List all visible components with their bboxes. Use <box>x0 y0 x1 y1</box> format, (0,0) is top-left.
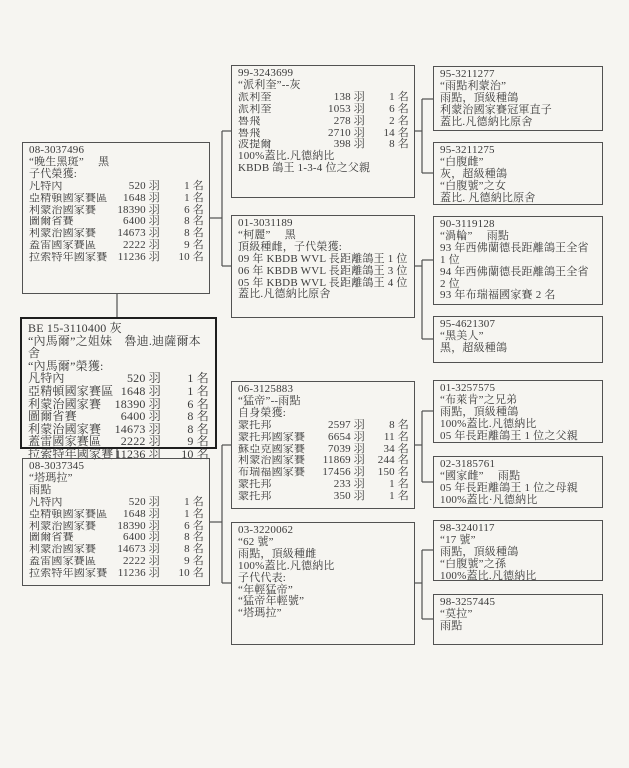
race-rank: 1 名 <box>184 191 204 204</box>
race-rank: 14 名 <box>383 126 409 139</box>
pedigree-box-dam-sire-sire <box>433 380 603 443</box>
box-content <box>440 395 597 443</box>
pedigree-line: 100%蓋比·凡德納比 <box>440 493 538 506</box>
box-content <box>440 157 597 205</box>
race-birds: 2597 羽 <box>328 418 365 431</box>
race-birds: 11236 羽 <box>117 251 160 264</box>
box-content <box>238 537 409 620</box>
race-rank: 10 名 <box>181 446 209 461</box>
race-rank: 1 名 <box>184 507 204 520</box>
pedigree-line: 雨點，頂級種鴿 <box>440 91 519 104</box>
race-result-row <box>238 432 409 444</box>
ring-number: 95-3211277 <box>440 68 495 80</box>
ring-number: 90-3119128 <box>440 218 495 230</box>
race-result-row <box>28 410 209 423</box>
pedigree-line: 自身榮獲: <box>238 406 287 419</box>
race-rank: 9 名 <box>184 555 204 568</box>
race-result-row <box>238 116 409 128</box>
race-result-row <box>238 92 409 104</box>
race-birds: 11236 羽 <box>115 446 161 461</box>
box-content <box>29 473 204 580</box>
race-name: 拉索特年國家賽 <box>28 447 114 461</box>
pedigree-box-dam-dam-dam <box>433 594 603 645</box>
race-birds: 6654 羽 <box>328 430 365 443</box>
pedigree-line: 93 年布瑞福國家賽 2 名 <box>440 289 556 302</box>
ring-number: 06-3125883 <box>238 383 294 395</box>
race-name: 布瑞福國家賽 <box>238 467 306 479</box>
race-name: 利蒙治國家賽 <box>29 204 97 216</box>
pedigree-box-dam-dam <box>231 522 415 645</box>
race-birds: 278 羽 <box>333 114 365 127</box>
race-rank: 9 名 <box>184 239 204 252</box>
race-rank: 1 名 <box>389 490 409 503</box>
race-birds: 18390 羽 <box>117 519 160 532</box>
race-result-row <box>29 193 204 205</box>
ring-number: 02-3185761 <box>440 458 496 470</box>
pedigree-line: “白腹號”之孫 <box>440 557 507 570</box>
pedigree-line: “白腹號”之女 <box>440 179 507 192</box>
race-result-row <box>29 521 204 533</box>
race-birds: 1648 羽 <box>120 383 161 398</box>
ring-number: 01-3257575 <box>440 382 496 394</box>
race-birds: 14673 羽 <box>117 227 160 240</box>
pedigree-line: “年輕猛帝” <box>238 583 293 596</box>
box-content <box>238 80 409 175</box>
race-result-row <box>29 509 204 521</box>
box-content <box>238 230 409 301</box>
race-birds: 6400 羽 <box>123 215 160 228</box>
race-name: 圖爾省賽 <box>28 410 77 423</box>
race-name: 魯飛 <box>238 127 261 139</box>
race-name: 拉索特年國家賽 <box>29 252 108 264</box>
pedigree-line: “62 號” <box>238 535 274 548</box>
box-content <box>440 535 597 583</box>
pedigree-line: “塔瑪拉” <box>29 471 73 484</box>
race-name: 利蒙治國家賽 <box>29 544 97 556</box>
race-rank: 2 名 <box>389 114 409 127</box>
race-birds: 11869 羽 <box>322 454 365 467</box>
race-birds: 2222 羽 <box>123 555 160 568</box>
pedigree-line: “塔瑪拉” <box>238 607 282 620</box>
box-content <box>28 335 209 461</box>
race-rank: 1 名 <box>389 90 409 103</box>
race-birds: 1053 羽 <box>328 102 365 115</box>
race-rank: 8 名 <box>184 531 204 544</box>
race-birds: 2222 羽 <box>120 434 161 449</box>
race-rank: 10 名 <box>178 251 204 264</box>
race-name: 派利奎 <box>238 91 272 103</box>
ring-number: 95-3211275 <box>440 144 495 156</box>
race-birds: 138 羽 <box>333 90 365 103</box>
box-content <box>440 471 597 507</box>
race-result-row <box>238 104 409 116</box>
pedigree-line: 蓋比.凡德納比原舍 <box>238 288 331 301</box>
race-result-row <box>238 479 409 491</box>
race-name: 利蒙治國家賽 <box>28 397 102 411</box>
race-result-row <box>29 181 204 193</box>
race-birds: 14673 羽 <box>117 543 160 556</box>
race-name: 蘇亞克國家賽 <box>238 443 306 455</box>
race-name: 凡特內 <box>29 180 63 192</box>
race-birds: 17456 羽 <box>322 466 365 479</box>
pedigree-line: 雨點，頂級種鴿 <box>440 405 519 418</box>
box-content <box>440 331 597 355</box>
race-name: 蓋雷國家賽區 <box>29 556 97 568</box>
pedigree-line: 06 年 KBDB WVL 長距離鴿王 3 位 <box>238 264 408 277</box>
race-rank: 1 名 <box>187 383 209 398</box>
race-birds: 1648 羽 <box>123 191 160 204</box>
pedigree-line: 09 年 KBDB WVL 長距離鴿王 1 位 <box>238 252 408 265</box>
pedigree-line: “莫拉” <box>440 607 473 620</box>
race-name: 蒙托邦 <box>238 419 272 431</box>
race-name: 亞精頓國家賽區 <box>29 508 108 520</box>
pedigree-line: 雨點 <box>440 619 463 632</box>
race-rank: 244 名 <box>377 454 409 467</box>
box-content <box>440 81 597 129</box>
race-rank: 8 名 <box>389 418 409 431</box>
pedigree-line: 蓋比.凡德納比原舍 <box>440 115 533 128</box>
race-birds: 11236 羽 <box>117 567 160 580</box>
box-content <box>440 231 597 302</box>
pedigree-line: “渦輪” 雨點 <box>440 229 510 242</box>
ring-number: 08-3037496 <box>29 144 85 156</box>
pedigree-line: 100%蓋比.凡德納比 <box>440 569 537 582</box>
race-rank: 8 名 <box>184 215 204 228</box>
race-name: 利蒙治國家賽 <box>29 520 97 532</box>
race-name: 魯飛 <box>238 115 261 127</box>
race-rank: 1 名 <box>184 179 204 192</box>
race-rank: 10 名 <box>178 567 204 580</box>
race-birds: 7039 羽 <box>328 442 365 455</box>
race-rank: 11 名 <box>383 430 409 443</box>
race-birds: 14673 羽 <box>114 421 161 436</box>
pedigree-box-sire-sire-dam <box>433 142 603 205</box>
race-result-row <box>28 372 209 385</box>
ring-number: 95-4621307 <box>440 318 496 330</box>
pedigree-line: KBDB 鴿王 1-3-4 位之父親 <box>238 162 371 175</box>
race-name: 蒙托邦 <box>238 491 272 503</box>
race-birds: 233 羽 <box>333 478 365 491</box>
pedigree-line: “柯麗” 黑 <box>238 228 296 241</box>
race-result-row <box>28 423 209 436</box>
ring-number: 08-3037345 <box>29 460 85 472</box>
ring-number: 01-3031189 <box>238 217 293 229</box>
pedigree-box-sire-dam-sire <box>433 216 603 305</box>
race-result-row <box>29 497 204 509</box>
race-name: 派利奎 <box>238 103 272 115</box>
ring-number: BE 15-3110400 灰 <box>28 321 122 335</box>
race-birds: 6400 羽 <box>120 409 161 424</box>
race-birds: 520 羽 <box>128 495 160 508</box>
pedigree-line: 100%蓋比.凡德納比 <box>238 559 335 572</box>
pedigree-line: “布萊肯”之兄弟 <box>440 393 518 406</box>
pedigree-line: 頂級種雌，子代榮獲: <box>238 240 343 253</box>
box-content <box>440 609 597 633</box>
pedigree-box-sire-dam-dam <box>433 316 603 363</box>
pedigree-line: “晚生黑斑” 黑 <box>29 155 110 168</box>
race-name: 波提爾 <box>238 139 272 151</box>
race-rank: 6 名 <box>184 519 204 532</box>
pedigree-line: 蓋比. 凡德納比原舍 <box>440 191 536 204</box>
race-name: 利蒙治國家賽 <box>29 228 97 240</box>
race-rank: 6 名 <box>187 396 209 411</box>
race-rank: 1 名 <box>184 495 204 508</box>
pedigree-box-dam <box>22 458 210 586</box>
pedigree-line: 93 年西佛蘭德長距離鴿王全省 1 位 <box>440 241 589 266</box>
pedigree-box-dam-sire <box>231 381 415 509</box>
race-birds: 1648 羽 <box>123 507 160 520</box>
race-rank: 8 名 <box>389 138 409 151</box>
race-birds: 6400 羽 <box>123 531 160 544</box>
pedigree-box-subject <box>20 317 217 461</box>
race-birds: 18390 羽 <box>114 396 161 411</box>
pedigree-line: 05 年 KBDB WVL 長距離鴿王 4 位 <box>238 276 408 289</box>
ring-number: 99-3243699 <box>238 67 294 79</box>
pedigree-line: “內馬爾”榮獲: <box>28 358 104 373</box>
ring-number: 98-3240117 <box>440 522 495 534</box>
race-birds: 18390 羽 <box>117 203 160 216</box>
race-birds: 350 羽 <box>333 490 365 503</box>
race-birds: 2222 羽 <box>123 239 160 252</box>
race-name: 蒙托邦 <box>238 479 272 491</box>
race-rank: 6 名 <box>184 203 204 216</box>
pedigree-line: “內馬爾”之姐妹 魯迪.迪薩爾本舍 <box>28 333 201 361</box>
pedigree-line: 05 年長距離鴿王 1 位之父親 <box>440 429 578 442</box>
race-result-row <box>29 205 204 217</box>
pedigree-line: 94 年西佛蘭德長距離鴿王全省 2 位 <box>440 265 589 290</box>
pedigree-box-sire <box>22 142 210 294</box>
race-rank: 8 名 <box>184 227 204 240</box>
race-birds: 520 羽 <box>128 179 160 192</box>
pedigree-line: 灰，超級種鴿 <box>440 167 508 180</box>
pedigree-line: 利蒙治國家賽冠軍直子 <box>440 103 552 116</box>
pedigree-line: 雨點，頂級種雌 <box>238 547 317 560</box>
ring-number: 98-3257445 <box>440 596 496 608</box>
race-result-row <box>29 252 204 264</box>
pedigree-line: 100%蓋比.凡德納比 <box>440 417 537 430</box>
race-rank: 1 名 <box>187 371 209 386</box>
race-name: 亞精頓國家賽區 <box>29 192 108 204</box>
race-result-row <box>238 128 409 140</box>
race-name: 圖爾省賽 <box>29 216 74 228</box>
pedigree-line: “猛帝”--雨點 <box>238 394 301 407</box>
ring-number: 03-3220062 <box>238 524 294 536</box>
pedigree-line: “黑美人” <box>440 329 484 342</box>
race-rank: 6 名 <box>389 102 409 115</box>
race-rank: 8 名 <box>184 543 204 556</box>
race-result-row <box>238 491 409 503</box>
pedigree-line: “國家雌” 雨點 <box>440 469 521 482</box>
pedigree-line: “白腹雌” <box>440 155 484 168</box>
race-result-row <box>29 568 204 580</box>
race-name: 蓋雷國家賽區 <box>28 435 102 448</box>
race-result-row <box>238 420 409 432</box>
pedigree-line: 黑，超級種鴿 <box>440 341 508 354</box>
race-birds: 520 羽 <box>126 371 161 386</box>
race-name: 圖爾省賽 <box>29 532 74 544</box>
pedigree-box-dam-dam-sire <box>433 520 603 581</box>
pedigree-line: 100%蓋比.凡德納比 <box>238 150 335 163</box>
race-rank: 150 名 <box>377 466 409 479</box>
race-name: 蒙托邦國家賽 <box>238 431 306 443</box>
race-birds: 2710 羽 <box>328 126 365 139</box>
race-name: 凡特內 <box>29 496 63 508</box>
race-rank: 34 名 <box>383 442 409 455</box>
pedigree-line: “派利奎”--灰 <box>238 78 301 91</box>
race-result-row <box>29 544 204 556</box>
pedigree-box-sire-sire-sire <box>433 66 603 131</box>
race-result-row <box>28 398 209 411</box>
pedigree-line: 子代榮獲: <box>29 167 78 180</box>
pedigree-box-dam-sire-dam <box>433 456 603 508</box>
pedigree-line: 雨點，頂級種鴿 <box>440 545 519 558</box>
pedigree-box-sire-dam <box>231 215 415 318</box>
race-rank: 1 名 <box>389 478 409 491</box>
pedigree-line: “17 號” <box>440 533 476 546</box>
race-name: 蓋雷國家賽區 <box>29 240 97 252</box>
race-result-row <box>238 467 409 479</box>
race-name: 亞精頓國家賽區 <box>28 384 114 398</box>
box-content <box>29 157 204 264</box>
race-result-row <box>28 385 209 398</box>
race-rank: 9 名 <box>187 434 209 449</box>
race-result-row <box>29 228 204 240</box>
pedigree-line: 子代代表: <box>238 571 287 584</box>
race-name: 利蒙治國家賽 <box>28 422 102 436</box>
race-name: 拉索特年國家賽 <box>29 568 108 580</box>
race-rank: 8 名 <box>187 409 209 424</box>
box-content <box>238 396 409 503</box>
pedigree-box-sire-sire <box>231 65 415 198</box>
race-name: 利蒙治國家賽 <box>238 455 306 467</box>
pedigree-line: 雨點 <box>29 483 52 496</box>
race-name: 凡特內 <box>28 372 65 385</box>
race-rank: 8 名 <box>187 421 209 436</box>
pedigree-line: “猛帝年輕號” <box>238 595 305 608</box>
pedigree-line: 05 年長距離鴿王 1 位之母親 <box>440 481 578 494</box>
race-birds: 398 羽 <box>333 138 365 151</box>
pedigree-line: “雨點利蒙治” <box>440 79 507 92</box>
